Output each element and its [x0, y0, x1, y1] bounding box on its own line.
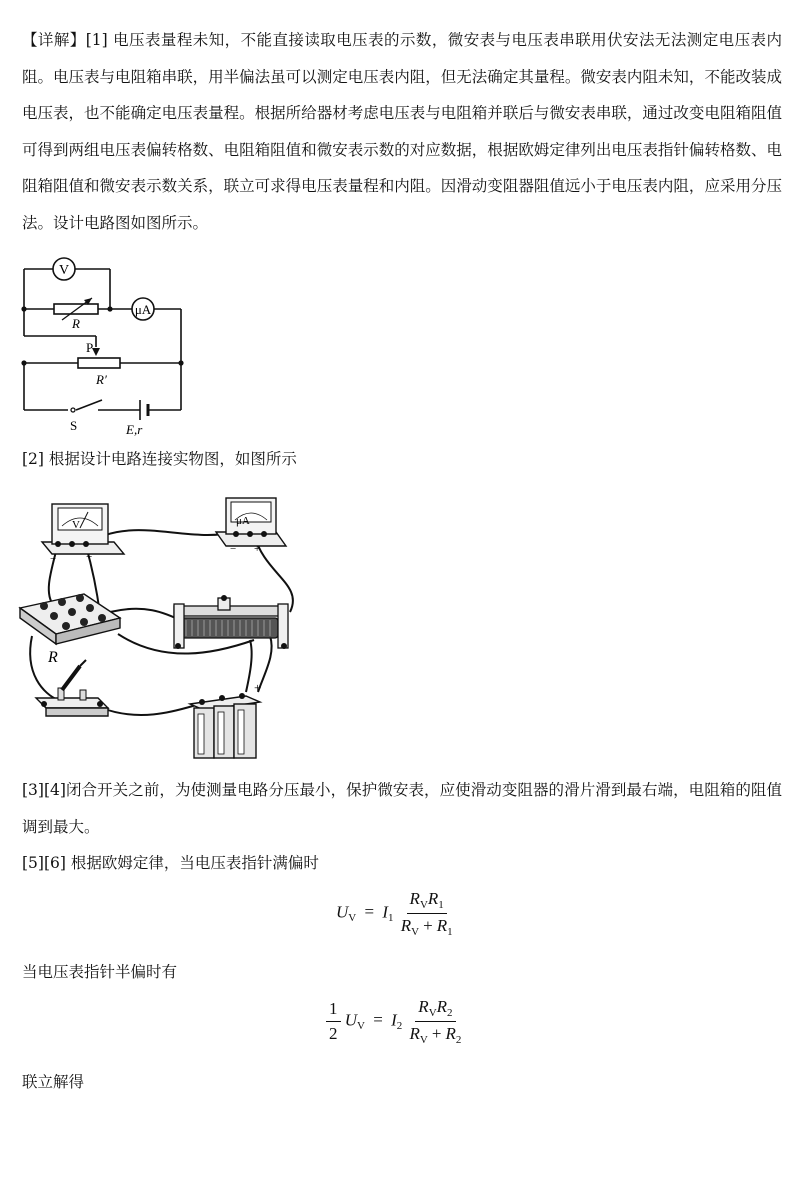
battery-plus: + — [254, 680, 262, 695]
voltmeter-label: V — [58, 263, 70, 278]
microammeter-minus: − — [230, 543, 237, 555]
microammeter-plus: + — [254, 543, 261, 555]
fraction-1: $\frac{R_VR_1}{R_V + R_1}$ — [400, 889, 453, 938]
explanation-paragraph-4: [5][6] 根据欧姆定律，当电压表指针满偏时 — [22, 854, 319, 872]
explanation-paragraph-5: 当电压表指针半偏时有 — [22, 963, 178, 981]
circuit-diagram — [18, 252, 198, 462]
microammeter-label: μA — [134, 302, 152, 317]
half-fraction: $\frac{1}{2}$ — [326, 998, 341, 1045]
switch-label: S — [70, 418, 78, 433]
apparatus-diagram — [14, 494, 314, 766]
fraction-2: $\frac{R_VR_2}{R_V + R_2}$ — [409, 997, 462, 1046]
explanation-paragraph-6: 联立解得 — [22, 1073, 85, 1091]
battery-label: E,r — [126, 422, 143, 437]
voltmeter-device — [42, 504, 124, 565]
voltmeter-minus: − — [50, 553, 57, 565]
resistor-box-device-label: R — [48, 649, 58, 666]
explanation-paragraph-1: 【详解】[1] 电压表量程未知，不能直接读取电压表的示数，微安表与电压表串联用伏安法无法测定电压表内阻。电压表与电阻箱串联，用半偏法虽可以测定电压表内阻，但无法确定其量程。微安表内阻未知，不能改装成电压表，也不能确定电压表量程。根据所给器材考虑电压表与电阻箱并联后与微安表串联，通过改变电阻箱阻值可得到两组电压表偏转格数、电阻箱阻值和微安表示数的对应数据，根据欧姆定律列出电压表指针偏转格数、电阻箱阻值和微安表示数关系，联立可求得电压表量程和内阻。因滑动变阻器阻值远小于电压表内阻，应采用分压法。设计电路图如图所示。 — [22, 31, 782, 232]
voltmeter-device-label: V — [72, 519, 80, 531]
resistor-box-label: R — [72, 316, 80, 331]
slider-label: P — [86, 340, 94, 355]
microammeter-device — [216, 498, 286, 555]
voltmeter-plus: + — [86, 551, 93, 563]
equation-full-deflection: $U_V = I_1$ $\frac{R_VR_1}{R_V + R_1}$ — [336, 888, 456, 939]
explanation-paragraph-3: [3][4]闭合开关之前，为使测量电路分压最小，保护微安表，应使滑动变阻器的滑片滑到最右端，电阻箱的阻值调到最大。 — [22, 781, 782, 836]
microammeter-device-label: μA — [236, 515, 250, 527]
resistor-box-device — [20, 594, 120, 666]
knife-switch-device — [36, 660, 108, 716]
rheostat-label: R′ — [96, 372, 107, 387]
equation-half-deflection: $\frac{1}{2}$ $U_V = I_2$ $\frac{R_VR_2}{R_V + R_2}$ — [326, 996, 464, 1047]
explanation-paragraph-2: [2] 根据设计电路连接实物图，如图所示 — [22, 450, 297, 468]
battery-device — [190, 680, 261, 758]
